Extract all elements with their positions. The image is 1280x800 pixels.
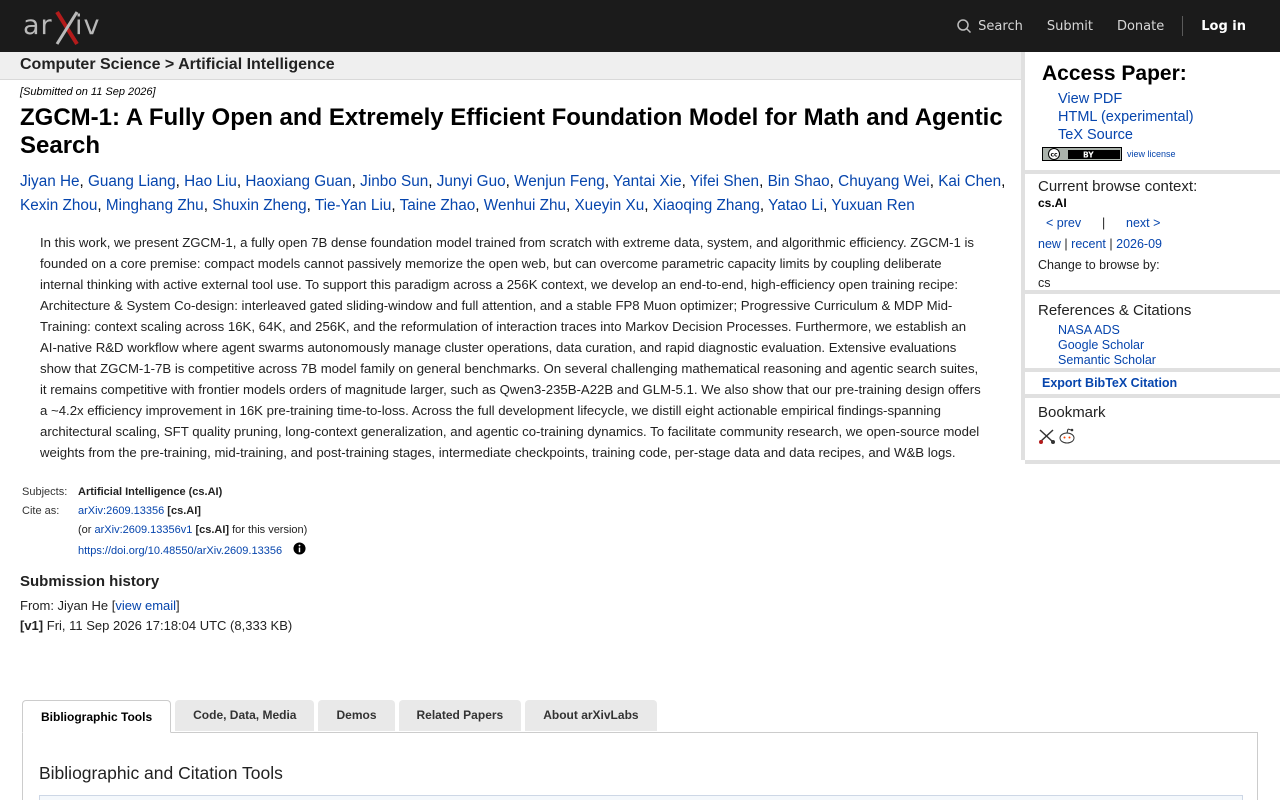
google-scholar-link[interactable]: Google Scholar bbox=[1058, 338, 1145, 352]
cite-or: (or bbox=[78, 524, 92, 536]
author-link[interactable]: Wenhui Zhu bbox=[483, 197, 566, 214]
labs-tabs bbox=[22, 700, 1258, 800]
prev-link[interactable]: < prev bbox=[1046, 216, 1082, 230]
author-link[interactable]: Kai Chen bbox=[938, 173, 1002, 190]
author-link[interactable]: Kexin Zhou bbox=[20, 197, 98, 214]
login-link[interactable]: Log in bbox=[1201, 18, 1246, 34]
new-link[interactable]: new bbox=[1038, 237, 1061, 251]
html-link[interactable]: HTML (experimental) bbox=[1058, 109, 1194, 125]
author-link[interactable]: Yantai Xie bbox=[613, 173, 682, 190]
submission-history bbox=[20, 596, 1010, 636]
change-browse-cs-link[interactable]: cs bbox=[1038, 276, 1051, 290]
references-box bbox=[1025, 294, 1280, 372]
tab-demos[interactable]: Demos bbox=[318, 700, 394, 731]
search-link[interactable] bbox=[956, 18, 1023, 34]
sidebar bbox=[1021, 52, 1280, 460]
cite-version-tail: for this version) bbox=[232, 524, 308, 536]
author-link[interactable]: Yuxuan Ren bbox=[831, 197, 915, 214]
svg-text:cc: cc bbox=[1050, 151, 1058, 159]
submitter-suffix: ] bbox=[176, 598, 180, 613]
submitter-line bbox=[20, 596, 1010, 616]
browse-lists bbox=[1038, 235, 1280, 253]
list-separator: | bbox=[1064, 237, 1068, 251]
export-bibtex-link[interactable]: Export BibTeX Citation bbox=[1042, 376, 1178, 390]
search-label: Search bbox=[978, 18, 1023, 34]
paper-title: ZGCM-1: A Fully Open and Extremely Efficient Foundation Model for Math and Agentic Search bbox=[20, 104, 1003, 159]
submit-link[interactable]: Submit bbox=[1046, 18, 1093, 34]
subjects-label: Subjects: bbox=[22, 486, 68, 498]
tab-panel bbox=[22, 732, 1258, 800]
cite-version-category: [cs.AI] bbox=[195, 524, 230, 536]
donate-link[interactable]: Donate bbox=[1116, 18, 1165, 34]
browse-context-box bbox=[1025, 174, 1280, 294]
svg-text:ar: ar bbox=[23, 10, 53, 41]
next-link[interactable]: next > bbox=[1126, 216, 1161, 230]
bookmark-box bbox=[1025, 398, 1280, 464]
author-link[interactable]: Jiyan He bbox=[20, 173, 80, 190]
semantic-scholar-link[interactable]: Semantic Scholar bbox=[1058, 353, 1156, 367]
author-link[interactable]: Haoxiang Guan bbox=[245, 173, 352, 190]
month-link[interactable]: 2026-09 bbox=[1116, 237, 1162, 251]
nav-divider bbox=[1182, 16, 1183, 36]
recent-link[interactable]: recent bbox=[1071, 237, 1106, 251]
top-navbar bbox=[0, 0, 1280, 52]
author-link[interactable]: Xueyin Xu bbox=[574, 197, 645, 214]
submission-history-title: Submission history bbox=[20, 573, 160, 590]
panel-title: Bibliographic and Citation Tools bbox=[39, 763, 283, 783]
author-link[interactable]: Shuxin Zheng bbox=[212, 197, 307, 214]
references-title: References & Citations bbox=[1038, 302, 1192, 319]
doi-link[interactable]: https://doi.org/10.48550/arXiv.2609.13356 bbox=[78, 545, 283, 557]
tab-related-papers[interactable]: Related Papers bbox=[399, 700, 522, 731]
author-link[interactable]: Bin Shao bbox=[767, 173, 830, 190]
metadata-table bbox=[20, 483, 309, 561]
tab-code-data-media[interactable]: Code, Data, Media bbox=[175, 700, 314, 731]
author-link[interactable]: Junyi Guo bbox=[436, 173, 506, 190]
version-label: [v1] bbox=[20, 618, 44, 633]
bookmark-title: Bookmark bbox=[1038, 404, 1106, 421]
access-paper-box bbox=[1025, 52, 1280, 174]
cc-by-badge-icon[interactable] bbox=[1042, 147, 1122, 161]
search-icon bbox=[956, 18, 972, 34]
panel-content-box bbox=[39, 795, 1243, 800]
list-separator: | bbox=[1109, 237, 1113, 251]
info-icon[interactable] bbox=[293, 542, 306, 555]
author-link[interactable]: Jinbo Sun bbox=[360, 173, 429, 190]
author-link[interactable]: Chuyang Wei bbox=[838, 173, 930, 190]
paper-main bbox=[20, 86, 1010, 636]
view-pdf-link[interactable]: View PDF bbox=[1058, 91, 1123, 107]
access-paper-title: Access Paper: bbox=[1042, 62, 1187, 85]
browse-context-value: cs.AI bbox=[1038, 196, 1067, 210]
change-browse-label: Change to browse by: bbox=[1038, 258, 1160, 272]
author-link[interactable]: Taine Zhao bbox=[399, 197, 476, 214]
browse-context-title: Current browse context: bbox=[1038, 178, 1198, 195]
svg-text:iv: iv bbox=[75, 10, 101, 41]
submitter-prefix: From: Jiyan He [ bbox=[20, 598, 116, 613]
tab-bibliographic-tools[interactable]: Bibliographic Tools bbox=[22, 700, 171, 733]
version-info: Fri, 11 Sep 2026 17:18:04 UTC (8,333 KB) bbox=[46, 618, 293, 633]
cite-category: [cs.AI] bbox=[167, 505, 201, 517]
author-link[interactable]: Wenjun Feng bbox=[514, 173, 605, 190]
author-link[interactable]: Xiaoqing Zhang bbox=[652, 197, 760, 214]
cite-label: Cite as: bbox=[22, 505, 60, 517]
author-link[interactable]: Minghang Zhu bbox=[105, 197, 204, 214]
version-line bbox=[20, 616, 1010, 636]
author-link[interactable]: Tie-Yan Liu bbox=[314, 197, 392, 214]
browse-prev-next bbox=[1038, 214, 1280, 232]
author-link[interactable]: Yifei Shen bbox=[689, 173, 760, 190]
submission-date: [Submitted on 11 Sep 2026] bbox=[20, 86, 156, 98]
export-bibtex-box bbox=[1025, 372, 1280, 398]
author-link[interactable]: Yatao Li bbox=[768, 197, 824, 214]
subjects-value: Artificial Intelligence (cs.AI) bbox=[78, 486, 223, 498]
prev-next-separator: | bbox=[1101, 216, 1106, 230]
cite-id-link[interactable]: arXiv:2609.13356 bbox=[78, 505, 165, 517]
tab-about-arxivlabs[interactable]: About arXivLabs bbox=[525, 700, 656, 731]
license-row bbox=[1042, 147, 1280, 161]
svg-text:BY: BY bbox=[1083, 150, 1094, 160]
author-link[interactable]: Guang Liang bbox=[88, 173, 176, 190]
breadcrumb: Computer Science > Artificial Intelligence bbox=[0, 52, 1021, 80]
author-list: Jiyan He, Guang Liang, Hao Liu, Haoxiang Guan, Jinbo Sun, Junyi Guo, Wenjun Feng, Yantai Xie, Yifei Shen, Bin Shao, Chuyang Wei, Kai Chen, Kexin Zhou, Minghang Zhu, Shuxin Zheng, Tie-Yan Liu, Taine Zhao, Wenhui Zhu, Xueyin Xu, Xiaoqing Zhang, Yatao Li, Yuxuan Ren bbox=[20, 173, 1006, 214]
cite-version-link[interactable]: arXiv:2609.13356v1 bbox=[94, 524, 193, 536]
abstract: In this work, we present ZGCM-1, a fully open 7B dense foundation model trained from scratch with extreme data, system, and algorithmic efficiency. ZGCM-1 is founded on a core premise: compact models cannot passively memorize the open web, but can overcome parametric capacity limits by coupling deliberate internal thinking with active external tool use. To support this paradigm across a 256K context, we develop an end-to-end, high-efficiency open training recipe: Architecture & System Co-design: interleaved gated sliding-window and full attention, and a stable FP8 Muon optimizer; Progressive Curriculum & MDP Mid-Training: context scaling across 16K, 64K, and 256K, and the reformulation of interaction traces into Markov Decision Processes. Furthermore, we establish an AI-native R&D workflow where agent swarms autonomously manage cluster operations, data curation, and rapid diagnostic evaluation. Extensive evaluations show that ZGCM-1-7B is competitive across 7B model family on general benchmarks. On several challenging mathematical reasoning and agentic search suites, it remains competitive with frontier models orders of magnitude larger, such as Qwen3-235B-A22B and GLM-5.1. We also show that our pre-training design offers a ~4.2x efficiency improvement in 16K pre-training time-to-loss. Across the full development lifecycle, we distill eight actionable empirical findings-spanning architectural scaling, SFT quality pruning, long-context generalization, and agentic co-training dynamics. To facilitate community research, we open-source model weights from the pre-training, mid-training, and post-training stages, intermediate checkpoints, training code, per-stage data and data recipes, and W&B logs. bbox=[40, 235, 981, 460]
bibsonomy-icon[interactable] bbox=[1038, 427, 1056, 445]
arxiv-logo[interactable] bbox=[22, 6, 114, 46]
nasa-ads-link[interactable]: NASA ADS bbox=[1058, 323, 1120, 337]
author-link[interactable]: Hao Liu bbox=[184, 173, 237, 190]
reddit-icon[interactable] bbox=[1058, 427, 1076, 445]
tex-source-link[interactable]: TeX Source bbox=[1058, 127, 1133, 143]
view-email-link[interactable]: view email bbox=[115, 598, 177, 613]
view-license-link[interactable]: view license bbox=[1127, 149, 1176, 159]
